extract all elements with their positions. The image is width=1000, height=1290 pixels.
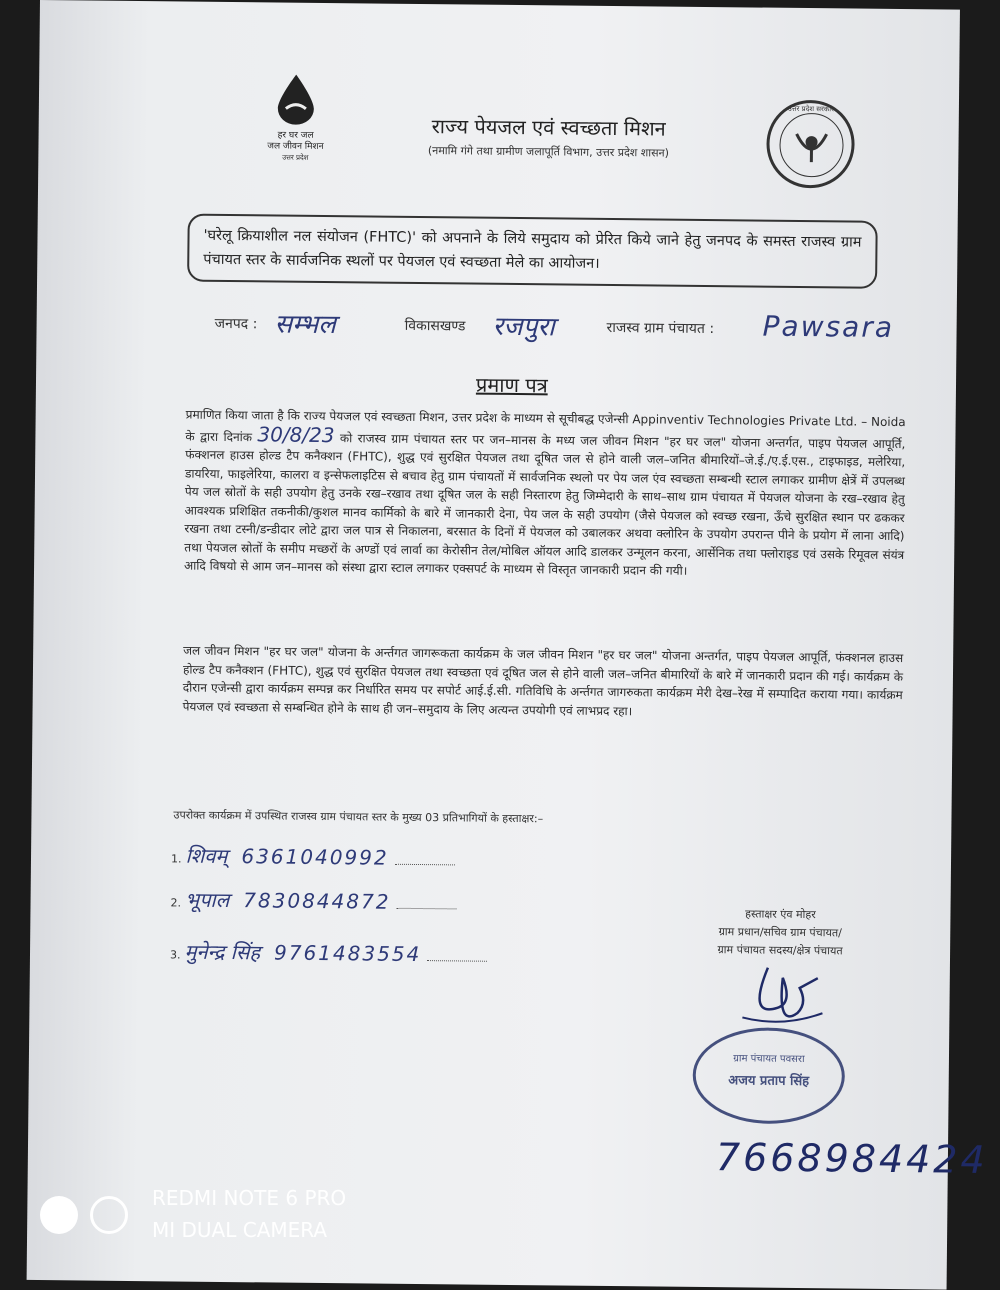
participant-phone: 9761483554	[273, 940, 422, 967]
handwritten-mobile-number: 7668984424	[715, 1135, 988, 1182]
participant-row	[170, 937, 488, 967]
para1-before-date: प्रमाणित किया जाता है कि राज्य पेयजल एवं स्वच्छता मिशन, उत्तर प्रदेश के माध्यम से सूचीबद्ध एजेन्सी Appinventiv Technologies Private Ltd. – Noida के द्वारा दिनांक	[185, 407, 906, 444]
participant-phone: 6361040992	[241, 844, 389, 870]
para1-after-date: को राजस्व ग्राम पंचायत स्तर पर जन–मानस के मध्य जल जीवन मिशन "हर घर जल" योजना अन्तर्गत, पाइप पेयजल आपूर्ति, फंक्शनल हाउस होल्ड टैप कनैक्शन (FHTC), शुद्ध एवं सुरक्षित पेयजल तथा दूषित जल से होने वाली जल–जनित बीमारियों–जे.ई./ए.ई.एस., टाइफाइड, मलेरिया, डायरिया, फाइलेरिया, कालरा व इन्सेफलाइटिस से बचाव हेतु ग्राम पंचायतों में सार्वजनिक स्थलो पर पेय जल एंव स्वच्छता सम्बन्धी स्टाल लगाकर ग्रामीण क्षेत्रें में उपलब्ध पेय जल स्रोतों के सही उपयोग हेतु उनके रख–रखाव तथा दूषित जल के सही निस्तारण हेतु जिम्मेदारी के साथ–साथ ग्राम पंचायत में पेयजल योजना के रख–रखाव हेतु आवश्यक प्रशिक्षित तकनीकी/कुशल मानव कार्मिको के बारे में जानकारी देना, पेय जल के सही उपयोग (जैसे पेयजल को स्वच्छ रखना, ऊँचे सुरक्षित स्थान पर ढककर रखना तथा टस्नी/डन्डीदार लोटे द्वारा जल पात्र से निकालना, बरसात के दिनों में पेयजल को उबालकर अथवा क्लोरिन के उपयोग उपरान्त पीने के प्रयोग में लाना आदि) तथा पेयजल स्रोतों के समीप मच्छरों के अण्डों एवं लार्वा का केरोसीन तेल/मोबिल ऑयल आदि डालकर उन्मूलन करना, आर्सेनिक तथा फ्लोराइड एवं उसके रिमूवल संयंत्र आदि विषयो से आम जन–मानस को संस्था द्वारा स्टाल लगाकर एक्सपर्ट के माध्यम से विस्तृत जानकारी प्रदान की गयी।	[184, 430, 906, 578]
participant-number: 3.	[169, 948, 181, 962]
water-drop-icon	[274, 72, 319, 126]
logo-line3: उत्तर प्रदेश	[282, 153, 309, 162]
handwritten-signature	[737, 957, 828, 1038]
block-value: रजपुरा	[492, 311, 555, 343]
org-title: राज्य पेयजल एवं स्वच्छता मिशन	[431, 114, 666, 141]
har-ghar-jal-logo	[250, 72, 341, 164]
certificate-paragraph-1	[184, 406, 906, 583]
panchayat-label: राजस्व ग्राम पंचायत :	[606, 319, 715, 338]
document-page	[27, 0, 988, 1290]
participant-name: शिवम्	[185, 843, 228, 869]
panchayat-value: Pawsara	[762, 309, 895, 344]
logo-line1: हर घर जल	[277, 130, 314, 141]
block-label: विकासखण्ड	[404, 317, 466, 335]
participant-number: 1.	[170, 852, 182, 866]
participant-phone: 7830844872	[243, 888, 391, 914]
seal-emblem-icon	[779, 113, 844, 178]
signature-block	[675, 905, 886, 961]
sign-line2: ग्राम प्रधान/सचिव ग्राम पंचायत/	[718, 925, 842, 940]
watermark-line2: MI DUAL CAMERA	[152, 1218, 328, 1242]
stamp-line1: ग्राम पंचायत पवसरा	[733, 1053, 805, 1066]
participant-row	[170, 885, 456, 915]
signature-line	[396, 908, 456, 910]
sign-line3: ग्राम पंचायत सदस्य/क्षेत्र पंचायत	[717, 943, 843, 958]
seal-label: उत्तर प्रदेश सरकार	[787, 104, 834, 114]
stamp-line2: अजय प्रताप सिंह	[728, 1073, 810, 1090]
location-fields	[214, 309, 905, 344]
participant-row	[171, 841, 455, 871]
org-header	[378, 112, 718, 162]
camera-dot-filled-icon	[40, 1196, 78, 1234]
gram-panchayat-stamp	[692, 1027, 845, 1125]
signature-line	[395, 864, 455, 866]
participants-heading: उपरोक्त कार्यक्रम में उपस्थित राजस्व ग्राम पंचायत स्तर के मुख्य 03 प्रतिभागियों के हस्ताक्षर:–	[173, 808, 544, 826]
signature-line	[427, 960, 487, 962]
participant-name: भूपाल	[184, 887, 230, 913]
certificate-heading: प्रमाण पत्र	[475, 372, 548, 398]
district-label: जनपद :	[214, 315, 258, 333]
event-notice-box: 'घरेलू क्रियाशील नल संयोजन (FHTC)' को अपनाने के लिये समुदाय को प्रेरित किये जाने हेतु जनपद के समस्त राजस्व ग्राम पंचायत स्तर के सार्वजनिक स्थलों पर पेयजल एवं स्वच्छता मेले का आयोजन।	[187, 214, 878, 289]
event-date: 30/8/23	[257, 421, 335, 447]
participant-name: मुनेन्द्र सिंह	[184, 939, 261, 965]
logo-line2: जल जीवन मिशन	[267, 141, 324, 152]
participant-number: 2.	[170, 896, 182, 910]
certificate-paragraph-2: जल जीवन मिशन "हर घर जल" योजना के अर्न्तगत जागरूकता कार्यक्रम के जल जीवन मिशन "हर घर जल" योजना अन्तर्गत, पाइप पेयजल आपूर्ति, फंक्शनल हाउस होल्ड टैप कनैक्शन (FHTC), शुद्ध एवं सुरक्षित पेयजल तथा स्वच्छता एवं दूषित जल से होने वाली जल–जनित बीमारियों के बारे में जानकारी प्रदान की गई। कार्यक्रम के दौरान एजेन्सी द्वारा कार्यक्रम सम्पन्न कर निर्धारित समय पर सपोर्ट आई.ई.सी. गतिविधि के अर्न्तगत जागरुकता कार्यक्रम मेरी देख–रेख में सम्पादित कराया गया। कार्यक्रम पेयजल एवं स्वच्छता से सम्बन्धित होने के साथ ही जन–समुदाय के लिए अत्यन्त उपयोगी एवं लाभप्रद रहा।	[182, 643, 904, 718]
district-value: सम्भल	[274, 309, 337, 341]
up-government-seal	[766, 100, 855, 189]
camera-dot-ring-icon	[90, 1196, 128, 1234]
sign-line1: हस्ताक्षर एंव मोहर	[745, 907, 816, 922]
watermark-line1: REDMI NOTE 6 PRO	[152, 1186, 347, 1210]
org-subtitle: (नमामि गंगे तथा ग्रामीण जलापूर्ति विभाग, उत्तर प्रदेश शासन)	[427, 144, 670, 160]
